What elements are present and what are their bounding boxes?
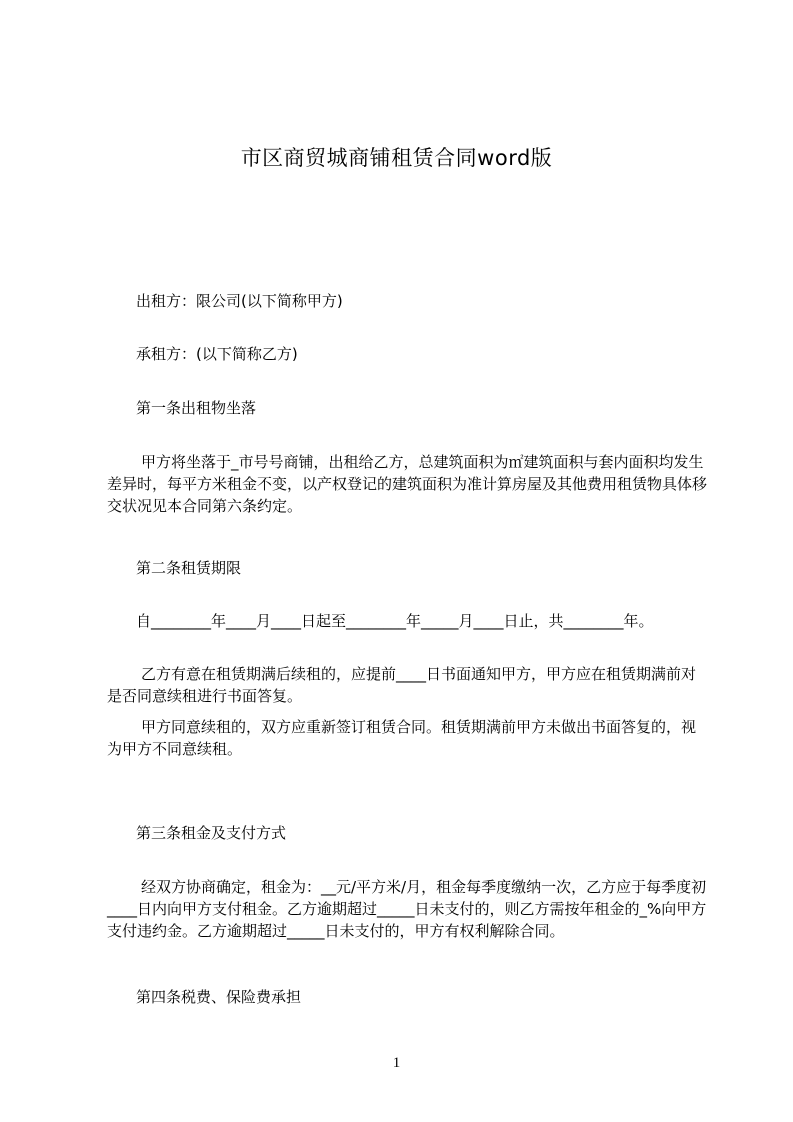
article-1-body: 甲方将坐落于_市号号商铺，出租给乙方，总建筑面积为㎡建筑面积与套内面积均发生差异时，每平方米租金不变，以产权登记的建筑面积为准计算房屋及其他费用租赁物具体移交状况见本合同第六条约定。	[107, 453, 708, 515]
document-title: 市区商贸城商铺租赁合同word版	[240, 146, 553, 170]
lessee-line: 承租方：(以下简称乙方)	[136, 345, 298, 363]
article-4-heading: 第四条税费、保险费承担	[136, 988, 302, 1006]
lessor-line: 出租方：限公司(以下简称甲方)	[136, 292, 343, 310]
renewal-agreement-paragraph: 甲方同意续租的，双方应重新签订租赁合同。租赁期满前甲方未做出书面答复的，视为甲方不同意续租。	[107, 718, 697, 758]
article-1-heading: 第一条出租物坐落	[136, 399, 257, 417]
lease-term-line: 自________年____月____日起至________年_____月____日止，共________年。	[136, 612, 654, 630]
renewal-notice-paragraph: 乙方有意在租赁期满后续租的，应提前____日书面通知甲方，甲方应在租赁期满前对是否同意续租进行书面答复。	[107, 665, 697, 705]
article-3-body: 经双方协商确定，租金为：__元/平方米/月，租金每季度缴纳一次，乙方应于每季度初____日内向甲方支付租金。乙方逾期超过_____日未支付的，则乙方需按年租金的_%向甲方支付违约金。乙方逾期超过_____日未支付的，甲方有权利解除合同。	[107, 878, 707, 940]
article-3-heading: 第三条租金及支付方式	[136, 824, 287, 842]
article-2-heading: 第二条租赁期限	[136, 559, 242, 577]
page-number: 1	[392, 1055, 401, 1071]
